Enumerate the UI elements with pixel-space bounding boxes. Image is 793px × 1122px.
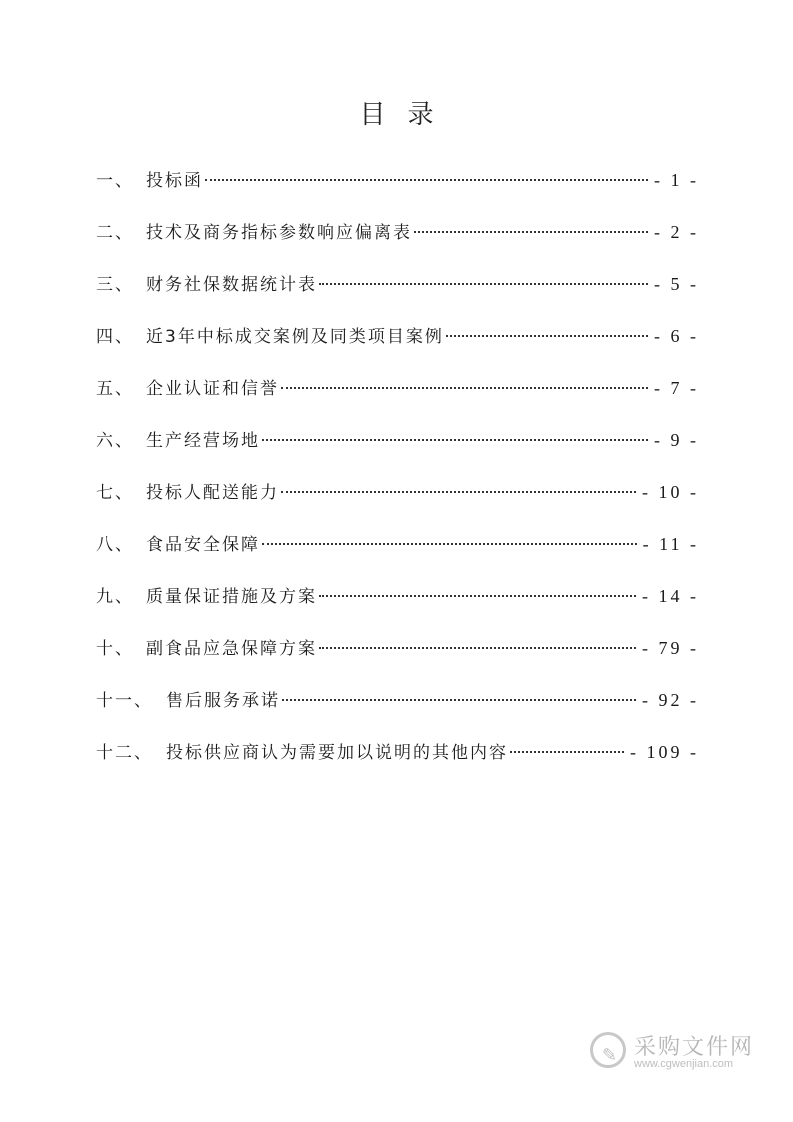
toc-entry-title: 技术及商务指标参数响应偏离表 bbox=[146, 223, 412, 243]
toc-entry[interactable] bbox=[96, 530, 699, 582]
toc-entry[interactable] bbox=[96, 166, 699, 218]
toc-entry-title: 售后服务承诺 bbox=[166, 691, 280, 711]
toc-entry[interactable] bbox=[96, 218, 699, 270]
toc-entry-page: - 1 - bbox=[654, 170, 699, 190]
toc-entry-page: - 2 - bbox=[654, 222, 699, 242]
watermark-url: www.cgwenjian.com bbox=[634, 1058, 734, 1070]
toc-leader-dots bbox=[319, 595, 636, 597]
toc-entry-title: 食品安全保障 bbox=[146, 535, 260, 555]
toc-leader-dots bbox=[446, 335, 648, 337]
toc-entry-title: 近3年中标成交案例及同类项目案例 bbox=[146, 327, 444, 347]
toc-leader-dots bbox=[281, 387, 648, 389]
toc-entry[interactable] bbox=[96, 738, 699, 790]
page-title: 目录 bbox=[359, 100, 456, 130]
toc-leader-dots bbox=[282, 699, 636, 701]
toc-entry-page: - 5 - bbox=[654, 274, 699, 294]
watermark-name: 采购文件网 bbox=[634, 1035, 755, 1060]
toc-entry-page: - 9 - bbox=[654, 430, 699, 450]
toc-entry-title: 质量保证措施及方案 bbox=[146, 587, 317, 607]
toc-entry[interactable] bbox=[96, 634, 699, 686]
toc-entry[interactable] bbox=[96, 582, 699, 634]
toc-entry-page: - 11 - bbox=[642, 534, 699, 554]
toc-entry[interactable] bbox=[96, 686, 699, 738]
toc-entry-title: 企业认证和信誉 bbox=[146, 379, 279, 399]
toc-entry-page: - 6 - bbox=[654, 326, 699, 346]
toc-entry-number: 十一、 bbox=[96, 691, 153, 711]
toc-entry-number: 六、 bbox=[96, 431, 134, 451]
toc-entry-page: - 92 - bbox=[642, 690, 699, 710]
toc-entry-page: - 10 - bbox=[642, 482, 699, 502]
document-logo-icon: ✎ bbox=[590, 1032, 626, 1068]
toc-leader-dots bbox=[414, 231, 648, 233]
toc-entry-page: - 109 - bbox=[630, 742, 699, 762]
toc-entry[interactable] bbox=[96, 270, 699, 322]
toc-entry-page: - 79 - bbox=[642, 638, 699, 658]
toc-entry-page: - 14 - bbox=[642, 586, 699, 606]
toc-leader-dots bbox=[281, 491, 636, 493]
toc-entry-number: 二、 bbox=[96, 223, 134, 243]
toc-entry-number: 八、 bbox=[96, 535, 134, 555]
watermark-logo bbox=[590, 1028, 755, 1078]
toc-entry-title: 财务社保数据统计表 bbox=[146, 275, 317, 295]
toc-entry-number: 九、 bbox=[96, 587, 134, 607]
toc-entry-number: 十、 bbox=[96, 639, 134, 659]
toc-entry-page: - 7 - bbox=[654, 378, 699, 398]
toc-entry-title: 投标函 bbox=[146, 171, 203, 191]
toc-entry[interactable] bbox=[96, 426, 699, 478]
toc-entry-number: 五、 bbox=[96, 379, 134, 399]
toc-leader-dots bbox=[510, 751, 624, 753]
toc-entry-number: 四、 bbox=[96, 327, 134, 347]
toc-leader-dots bbox=[205, 179, 648, 181]
toc-entry-number: 七、 bbox=[96, 483, 134, 503]
toc-entry-title: 投标人配送能力 bbox=[146, 483, 279, 503]
toc-entry-title: 生产经营场地 bbox=[146, 431, 260, 451]
table-of-contents bbox=[96, 166, 699, 790]
toc-entry-title: 投标供应商认为需要加以说明的其他内容 bbox=[166, 743, 508, 763]
toc-entry[interactable] bbox=[96, 374, 699, 426]
toc-entry-title: 副食品应急保障方案 bbox=[146, 639, 317, 659]
toc-entry-number: 三、 bbox=[96, 275, 134, 295]
toc-entry-number: 一、 bbox=[96, 171, 134, 191]
toc-leader-dots bbox=[319, 647, 636, 649]
toc-leader-dots bbox=[262, 439, 648, 441]
toc-entry[interactable] bbox=[96, 322, 699, 374]
toc-entry[interactable] bbox=[96, 478, 699, 530]
toc-entry-number: 十二、 bbox=[96, 743, 153, 763]
toc-leader-dots bbox=[319, 283, 648, 285]
toc-leader-dots bbox=[262, 543, 637, 545]
